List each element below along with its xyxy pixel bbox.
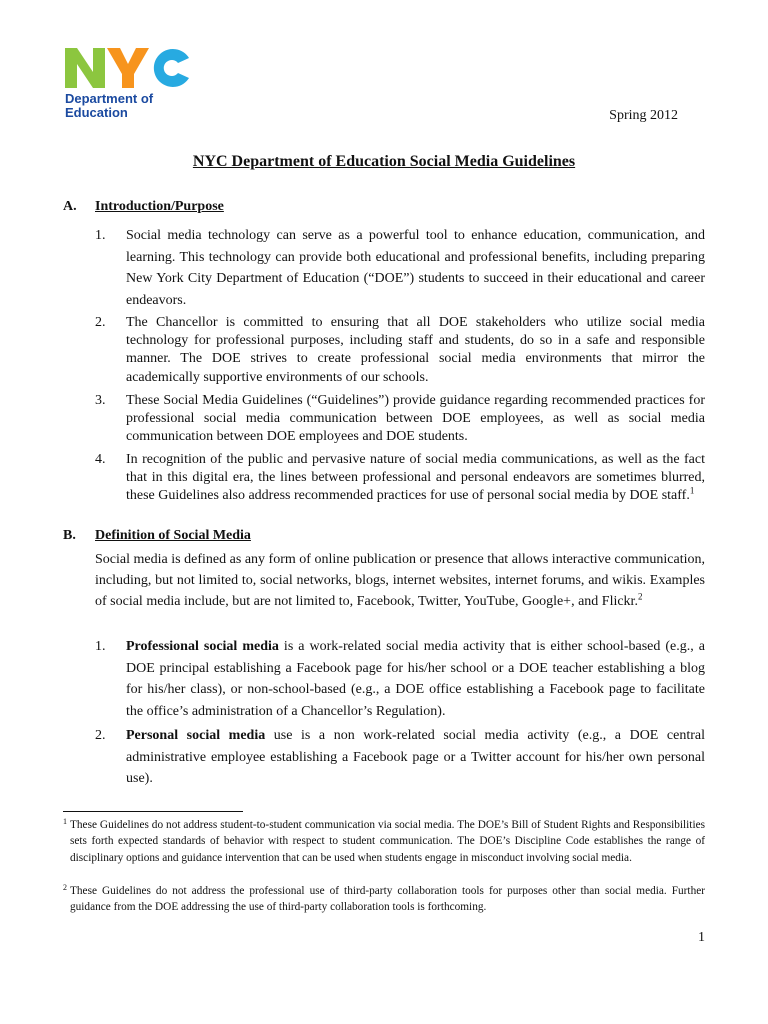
footnote-ref[interactable]: 2 [637,591,643,602]
list-number: 2. [95,728,106,743]
list-text: The Chancellor is committed to ensuring that all DOE stakeholders who utilize social media technology for professional purposes, including staff and students, do so in a safe and responsible manner. The DOE strives to create professional social media environments that mirror the academically supportive environments of our schools. [126,315,705,385]
list-number: 3. [95,393,106,408]
list-number: 4. [95,452,106,467]
section-b-intro [95,549,705,612]
definition-text: use is a non work-related social media activity (e.g., a DOE central administrative employee establishing a Facebook page or a Twitter account for his/her own personal use). [126,728,705,786]
section-heading-text: Definition of Social Media [95,528,251,543]
list-item [95,451,705,506]
list-item [95,392,705,447]
list-text [126,636,705,722]
intro-text: Social media is defined as any form of online publication or presence that allows interactive communication, including, but not limited to, social networks, blogs, internet websites, internet forums, and wikis. Examples of social media include, but are not limited to, Facebook, Twitter, YouTube, Google+, and Flickr. [95,552,705,609]
list-text [126,451,705,506]
list-text: These Social Media Guidelines (“Guidelines”) provide guidance regarding recommended practices for professional social media communication between DOE employees, as well as social media communication between DOE employees and DOE students. [126,393,705,445]
footnote-divider [63,811,243,812]
list-item [95,636,705,722]
footnote-number: 2 [63,883,67,892]
list-number: 1. [95,639,106,654]
nyc-doe-logo [63,42,193,122]
footnote [63,883,705,916]
footnote-ref[interactable]: 1 [689,485,695,496]
list-number: 2. [95,315,106,330]
logo-letter-y [107,48,149,88]
logo-letter-n [65,48,105,88]
list-text [126,725,705,790]
footnote-text: These Guidelines do not address the professional use of third-party collaboration tools for purposes other than social media. Further guidance from the DOE addressing the use of third-party collaboration tools is forthcoming. [70,885,705,914]
section-a-heading [63,199,224,215]
list-number: 1. [95,228,106,243]
section-letter: A. [63,199,77,214]
logo-letter-c [154,49,189,87]
footnote [63,817,705,866]
page-number: 1 [698,930,705,945]
department-name [65,92,195,120]
defined-term: Personal social media [126,728,266,743]
list-item [95,314,705,387]
department-line-1: Department of [65,91,154,106]
list-item [95,725,705,790]
list-item [95,225,705,311]
list-text-body: In recognition of the public and pervasive nature of social media communications, as well as the fact that in this digital era, the lines between professional and personal endeavors are sometimes blurred, these Guidelines also address recommended practices for use of personal social media by DOE staff. [126,452,705,504]
definition-text: is a work-related social media activity that is either school-based (e.g., a DOE principal establishing a Facebook page for his/her school or a DOE teacher establishing a blog for his/her class), or non-school-based (e.g., a DOE office establishing a Facebook page to facilitate the office’s administration of a Chancellor’s Regulation). [126,639,705,719]
department-line-2: Education [65,105,128,120]
document-date: Spring 2012 [609,108,678,123]
nyc-logo-icon [63,42,193,92]
footnote-number: 1 [63,817,67,826]
list-text: Social media technology can serve as a powerful tool to enhance education, communication, and learning. This technology can provide both educational and professional benefits, including preparing New York City Department of Education (“DOE”) students to succeed in their educational and career endeavors. [126,228,705,308]
section-b-heading [63,528,251,544]
section-letter: B. [63,528,76,543]
document-title: NYC Department of Education Social Media Guidelines [192,153,576,170]
defined-term: Professional social media [126,639,279,654]
footnote-text: These Guidelines do not address student-to-student communication via social media. The DOE’s Bill of Student Rights and Responsibilities sets forth expected standards of behavior with respect to student communication. The DOE’s Discipline Code establishes the range of disciplinary options and guidance intervention that can be used when students engage in misconduct involving social media. [70,819,705,864]
section-heading-text: Introduction/Purpose [95,199,224,214]
